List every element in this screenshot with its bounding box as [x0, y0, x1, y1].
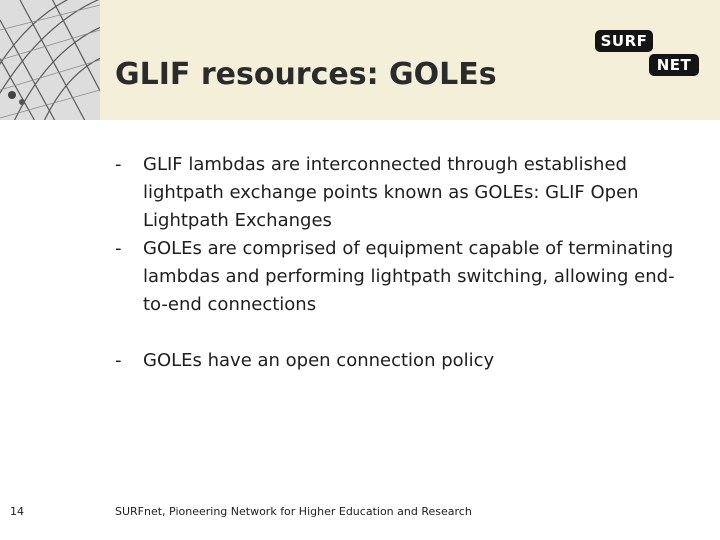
- footer-text: SURFnet, Pioneering Network for Higher Education and Research: [115, 505, 472, 518]
- bullet-item: [115, 151, 675, 235]
- bullet-dash: -: [115, 238, 122, 259]
- bullet-item: [115, 235, 675, 319]
- slide-content: [115, 151, 675, 375]
- slide-title: GLIF resources: GOLEs: [115, 57, 497, 92]
- surfnet-logo: [595, 30, 700, 80]
- bullet-dash: -: [115, 154, 122, 175]
- bullet-text: GOLEs have an open connection policy: [143, 350, 495, 371]
- bullet-spacer: [115, 319, 675, 347]
- bullet-text: GOLEs are comprised of equipment capable of terminating lambdas and performing lightpath switching, allowing end-to-end connections: [143, 238, 675, 315]
- page-number: 14: [10, 505, 24, 518]
- building-glass-roof-photo: [0, 0, 100, 120]
- bullet-text: GLIF lambdas are interconnected through established lightpath exchange points known as GOLEs: GLIF Open Lightpath Exchanges: [143, 154, 639, 231]
- bullet-item: [115, 347, 675, 375]
- logo-net-word: NET: [649, 54, 699, 76]
- logo-surf-word: SURF: [595, 30, 653, 52]
- bullet-dash: -: [115, 350, 122, 371]
